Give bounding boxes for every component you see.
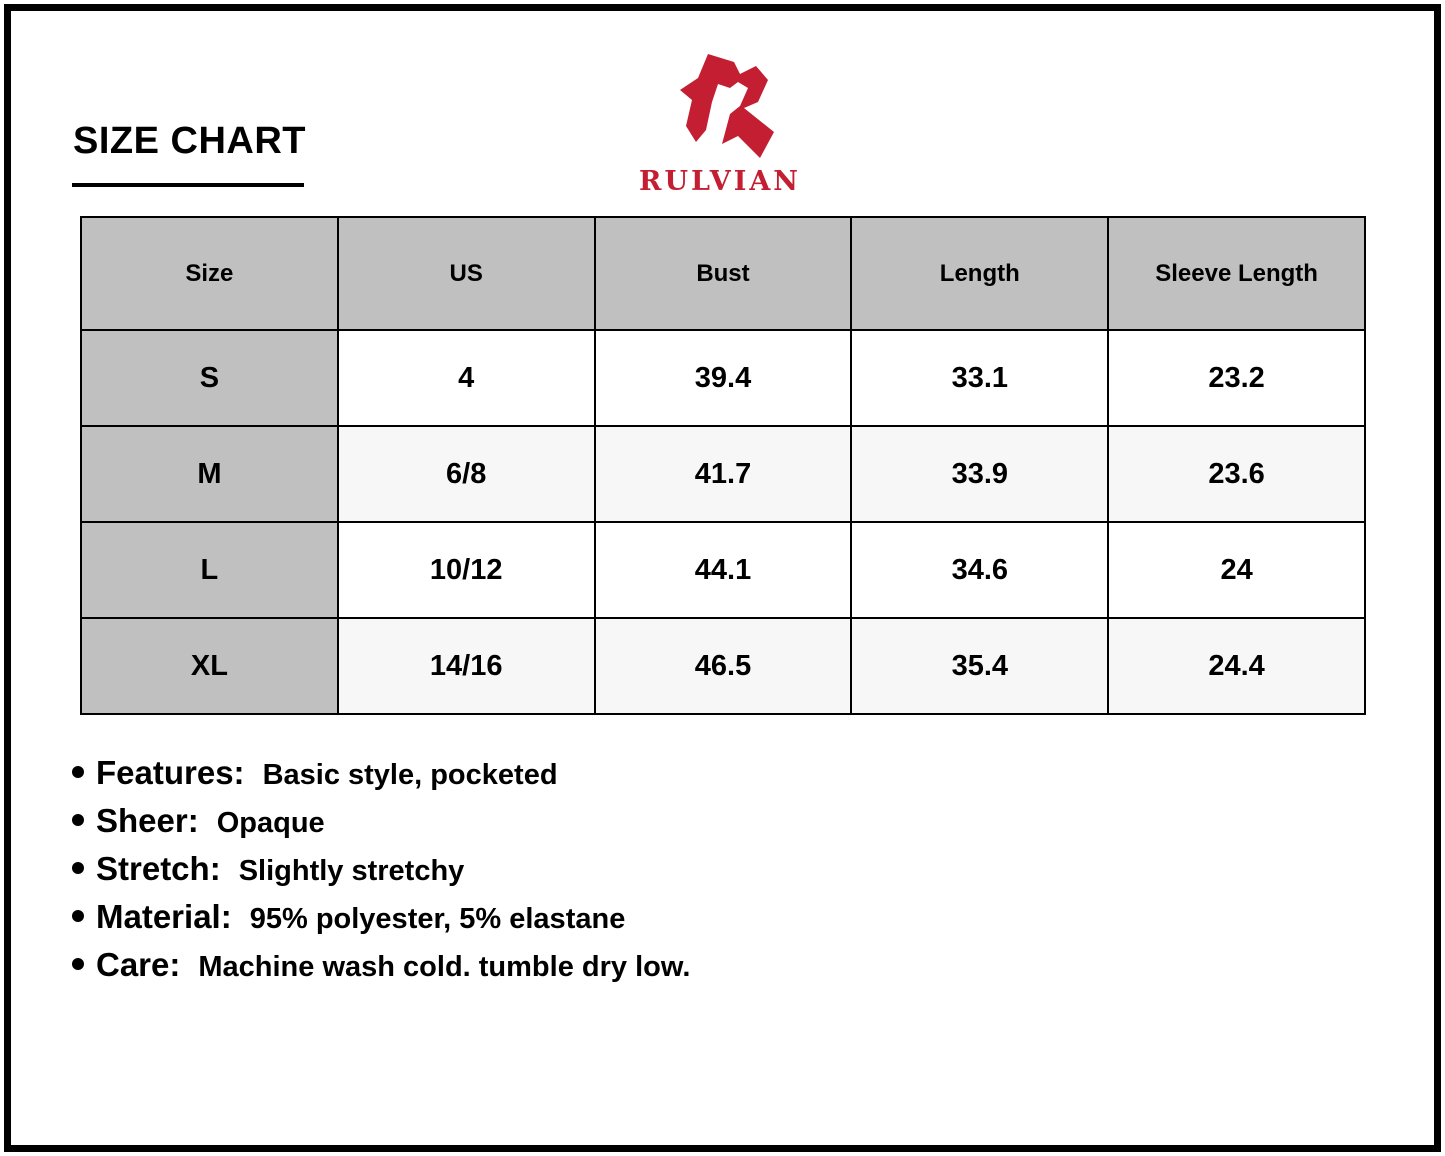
sleeve-length-cell: 24 bbox=[1108, 522, 1365, 618]
bust-cell: 44.1 bbox=[595, 522, 852, 618]
list-item bbox=[72, 754, 690, 802]
title-underline bbox=[72, 183, 304, 187]
length-cell: 34.6 bbox=[851, 522, 1108, 618]
brand-name: RULVIAN bbox=[639, 166, 801, 197]
header-length: Length bbox=[851, 217, 1108, 330]
bullet-icon bbox=[72, 862, 84, 874]
bullet-icon bbox=[72, 766, 84, 778]
header-size: Size bbox=[81, 217, 338, 330]
bust-cell: 41.7 bbox=[595, 426, 852, 522]
table-row bbox=[81, 522, 1365, 618]
size-cell: XL bbox=[81, 618, 338, 714]
feature-label: Stretch: bbox=[96, 850, 221, 887]
list-item bbox=[72, 802, 690, 850]
list-item bbox=[72, 898, 690, 946]
sleeve-length-cell: 24.4 bbox=[1108, 618, 1365, 714]
length-cell: 33.9 bbox=[851, 426, 1108, 522]
table-header-row bbox=[81, 217, 1365, 330]
table-row bbox=[81, 330, 1365, 426]
feature-value: Machine wash cold. tumble dry low. bbox=[198, 951, 691, 983]
size-table bbox=[80, 216, 1366, 715]
list-item bbox=[72, 850, 690, 898]
bullet-icon bbox=[72, 814, 84, 826]
header-bust: Bust bbox=[595, 217, 852, 330]
size-cell: L bbox=[81, 522, 338, 618]
header-sleeve-length: Sleeve Length bbox=[1108, 217, 1365, 330]
feature-value: Opaque bbox=[216, 807, 325, 839]
length-cell: 33.1 bbox=[851, 330, 1108, 426]
feature-value: Basic style, pocketed bbox=[262, 759, 558, 791]
bullet-icon bbox=[72, 910, 84, 922]
feature-label: Sheer: bbox=[96, 802, 199, 839]
header-us: US bbox=[338, 217, 595, 330]
feature-list bbox=[72, 754, 690, 994]
feature-label: Material: bbox=[96, 898, 232, 935]
us-cell: 14/16 bbox=[338, 618, 595, 714]
table-row bbox=[81, 426, 1365, 522]
brand-r-icon bbox=[678, 54, 774, 162]
sleeve-length-cell: 23.6 bbox=[1108, 426, 1365, 522]
length-cell: 35.4 bbox=[851, 618, 1108, 714]
bust-cell: 46.5 bbox=[595, 618, 852, 714]
size-cell: S bbox=[81, 330, 338, 426]
list-item bbox=[72, 946, 690, 994]
feature-value: Slightly stretchy bbox=[238, 855, 465, 887]
us-cell: 6/8 bbox=[338, 426, 595, 522]
brand-logo bbox=[620, 50, 830, 200]
feature-label: Features: bbox=[96, 754, 245, 791]
feature-value: 95% polyester, 5% elastane bbox=[249, 903, 626, 935]
feature-label: Care: bbox=[96, 946, 181, 983]
us-cell: 10/12 bbox=[338, 522, 595, 618]
bullet-icon bbox=[72, 958, 84, 970]
table-row bbox=[81, 618, 1365, 714]
size-cell: M bbox=[81, 426, 338, 522]
page-title: SIZE CHART bbox=[73, 120, 306, 162]
sleeve-length-cell: 23.2 bbox=[1108, 330, 1365, 426]
us-cell: 4 bbox=[338, 330, 595, 426]
bust-cell: 39.4 bbox=[595, 330, 852, 426]
